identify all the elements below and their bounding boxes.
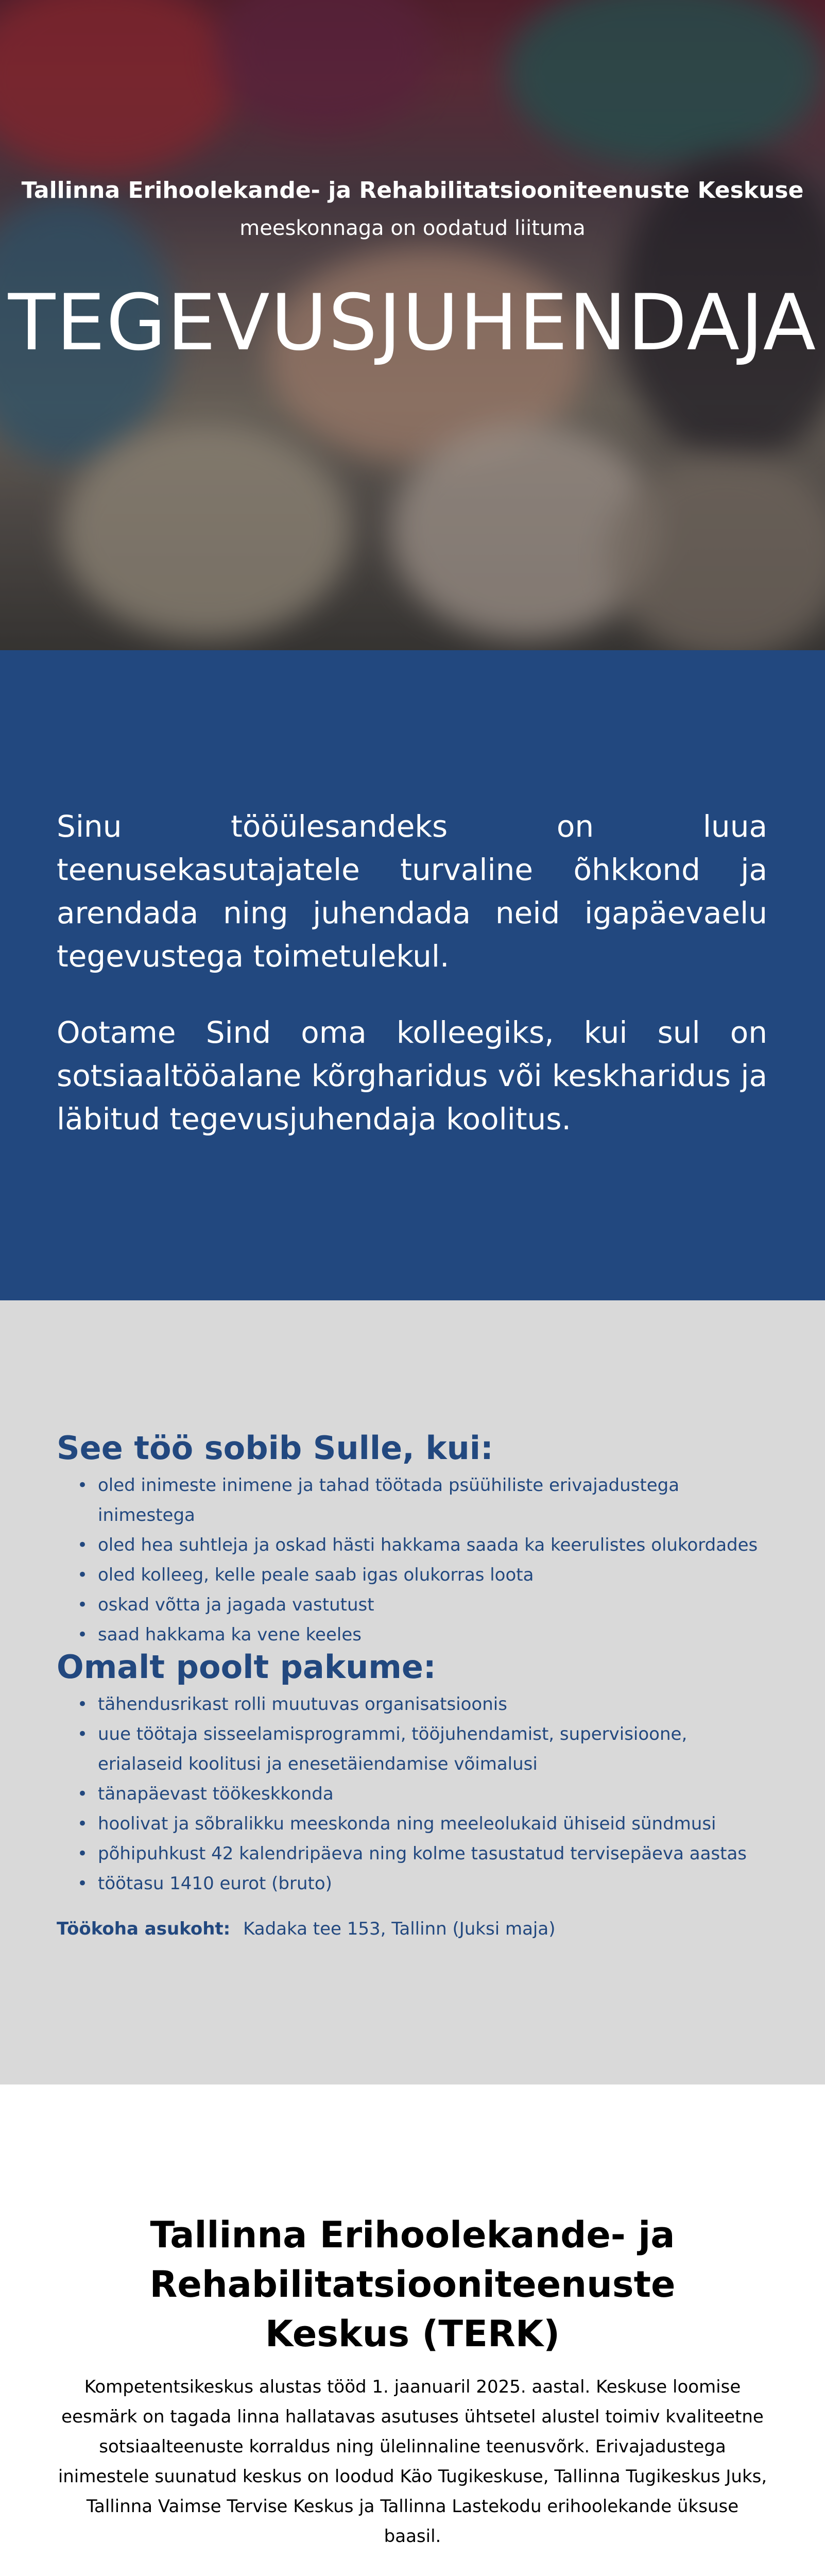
details-section <box>0 1300 825 2084</box>
hero-banner <box>0 0 825 650</box>
organization-description: Kompetentsikeskus alustas tööd 1. jaanuaril 2025. aastal. Keskuse loomise eesmärk on tagada linna hallatavas asutuses ühtsetel alustel toimiv kvaliteetne sotsiaalteenuste korraldus ning ülelinnaline teenusvõrk. Erivajadustega inimestele suunatud keskus on loodud Käo Tugikeskuse, Tallinna Tugikeskus Juks, Tallinna Vaimse Tervise Keskus ja Tallinna Lastekodu erihoolekande üksuse baasil. <box>58 2377 767 2547</box>
offer-heading: Omalt poolt pakume: <box>57 1648 436 1686</box>
list-item: • uue töötaja sisseelamisprogrammi, tööjuhendamist, supervisioone, erialaseid koolitusi ja enesetäiendamise võimalusi <box>77 1719 778 1779</box>
list-item: • oled hea suhtleja ja oskad hästi hakkama saada ka keerulistes olukordades <box>77 1530 778 1560</box>
intro-section <box>0 650 825 1300</box>
list-item: • saad hakkama ka vene keeles <box>77 1620 778 1650</box>
intro-paragraph: Sinu tööülesandeks on luua teenusekasutajatele turvaline õhkkond ja arendada ning juhendada neid igapäevaelu tegevustega toimetulekul. <box>57 809 767 974</box>
location-label: Töökoha asukoht: <box>57 1919 231 1939</box>
list-item: • töötasu 1410 eurot (bruto) <box>77 1869 778 1899</box>
list-item: • oled inimeste inimene ja tahad töötada psüühiliste erivajadustega inimestega <box>77 1470 778 1530</box>
organization-title: Tallinna Erihoolekande- ja Rehabilitatsiooniteenuste Keskus (TERK) <box>149 2214 676 2355</box>
list-item: • põhipuhkust 42 kalendripäeva ning kolme tasustatud tervisepäeva aastas <box>77 1839 778 1869</box>
hero-subtitle: meeskonnaga on oodatud liituma <box>239 216 586 240</box>
location-value: Kadaka tee 153, Tallinn (Juksi maja) <box>243 1919 556 1939</box>
list-item: • oskad võtta ja jagada vastutust <box>77 1590 778 1620</box>
offer-list <box>77 1689 778 1899</box>
list-item: • tähendusrikast rolli muutuvas organisatsioonis <box>77 1689 778 1719</box>
list-item: • oled kolleeg, kelle peale saab igas olukorras loota <box>77 1560 778 1590</box>
list-item: • tänapäevast töökeskkonda <box>77 1779 778 1809</box>
list-item: • hoolivat ja sõbralikku meeskonda ning meeleolukaid ühiseid sündmusi <box>77 1809 778 1839</box>
intro-paragraph: Ootame Sind oma kolleegiks, kui sul on sotsiaaltööalane kõrgharidus või keskharidus ja läbitud tegevusjuhendaja koolitus. <box>57 1015 767 1137</box>
workplace-location <box>57 1919 555 1939</box>
job-title: TEGEVUSJUHENDAJA <box>8 278 817 368</box>
requirements-heading: See töö sobib Sulle, kui: <box>57 1429 493 1467</box>
hero-title: Tallinna Erihoolekande- ja Rehabilitatsiooniteenuste Keskuse <box>21 177 804 204</box>
requirements-list <box>77 1470 778 1650</box>
